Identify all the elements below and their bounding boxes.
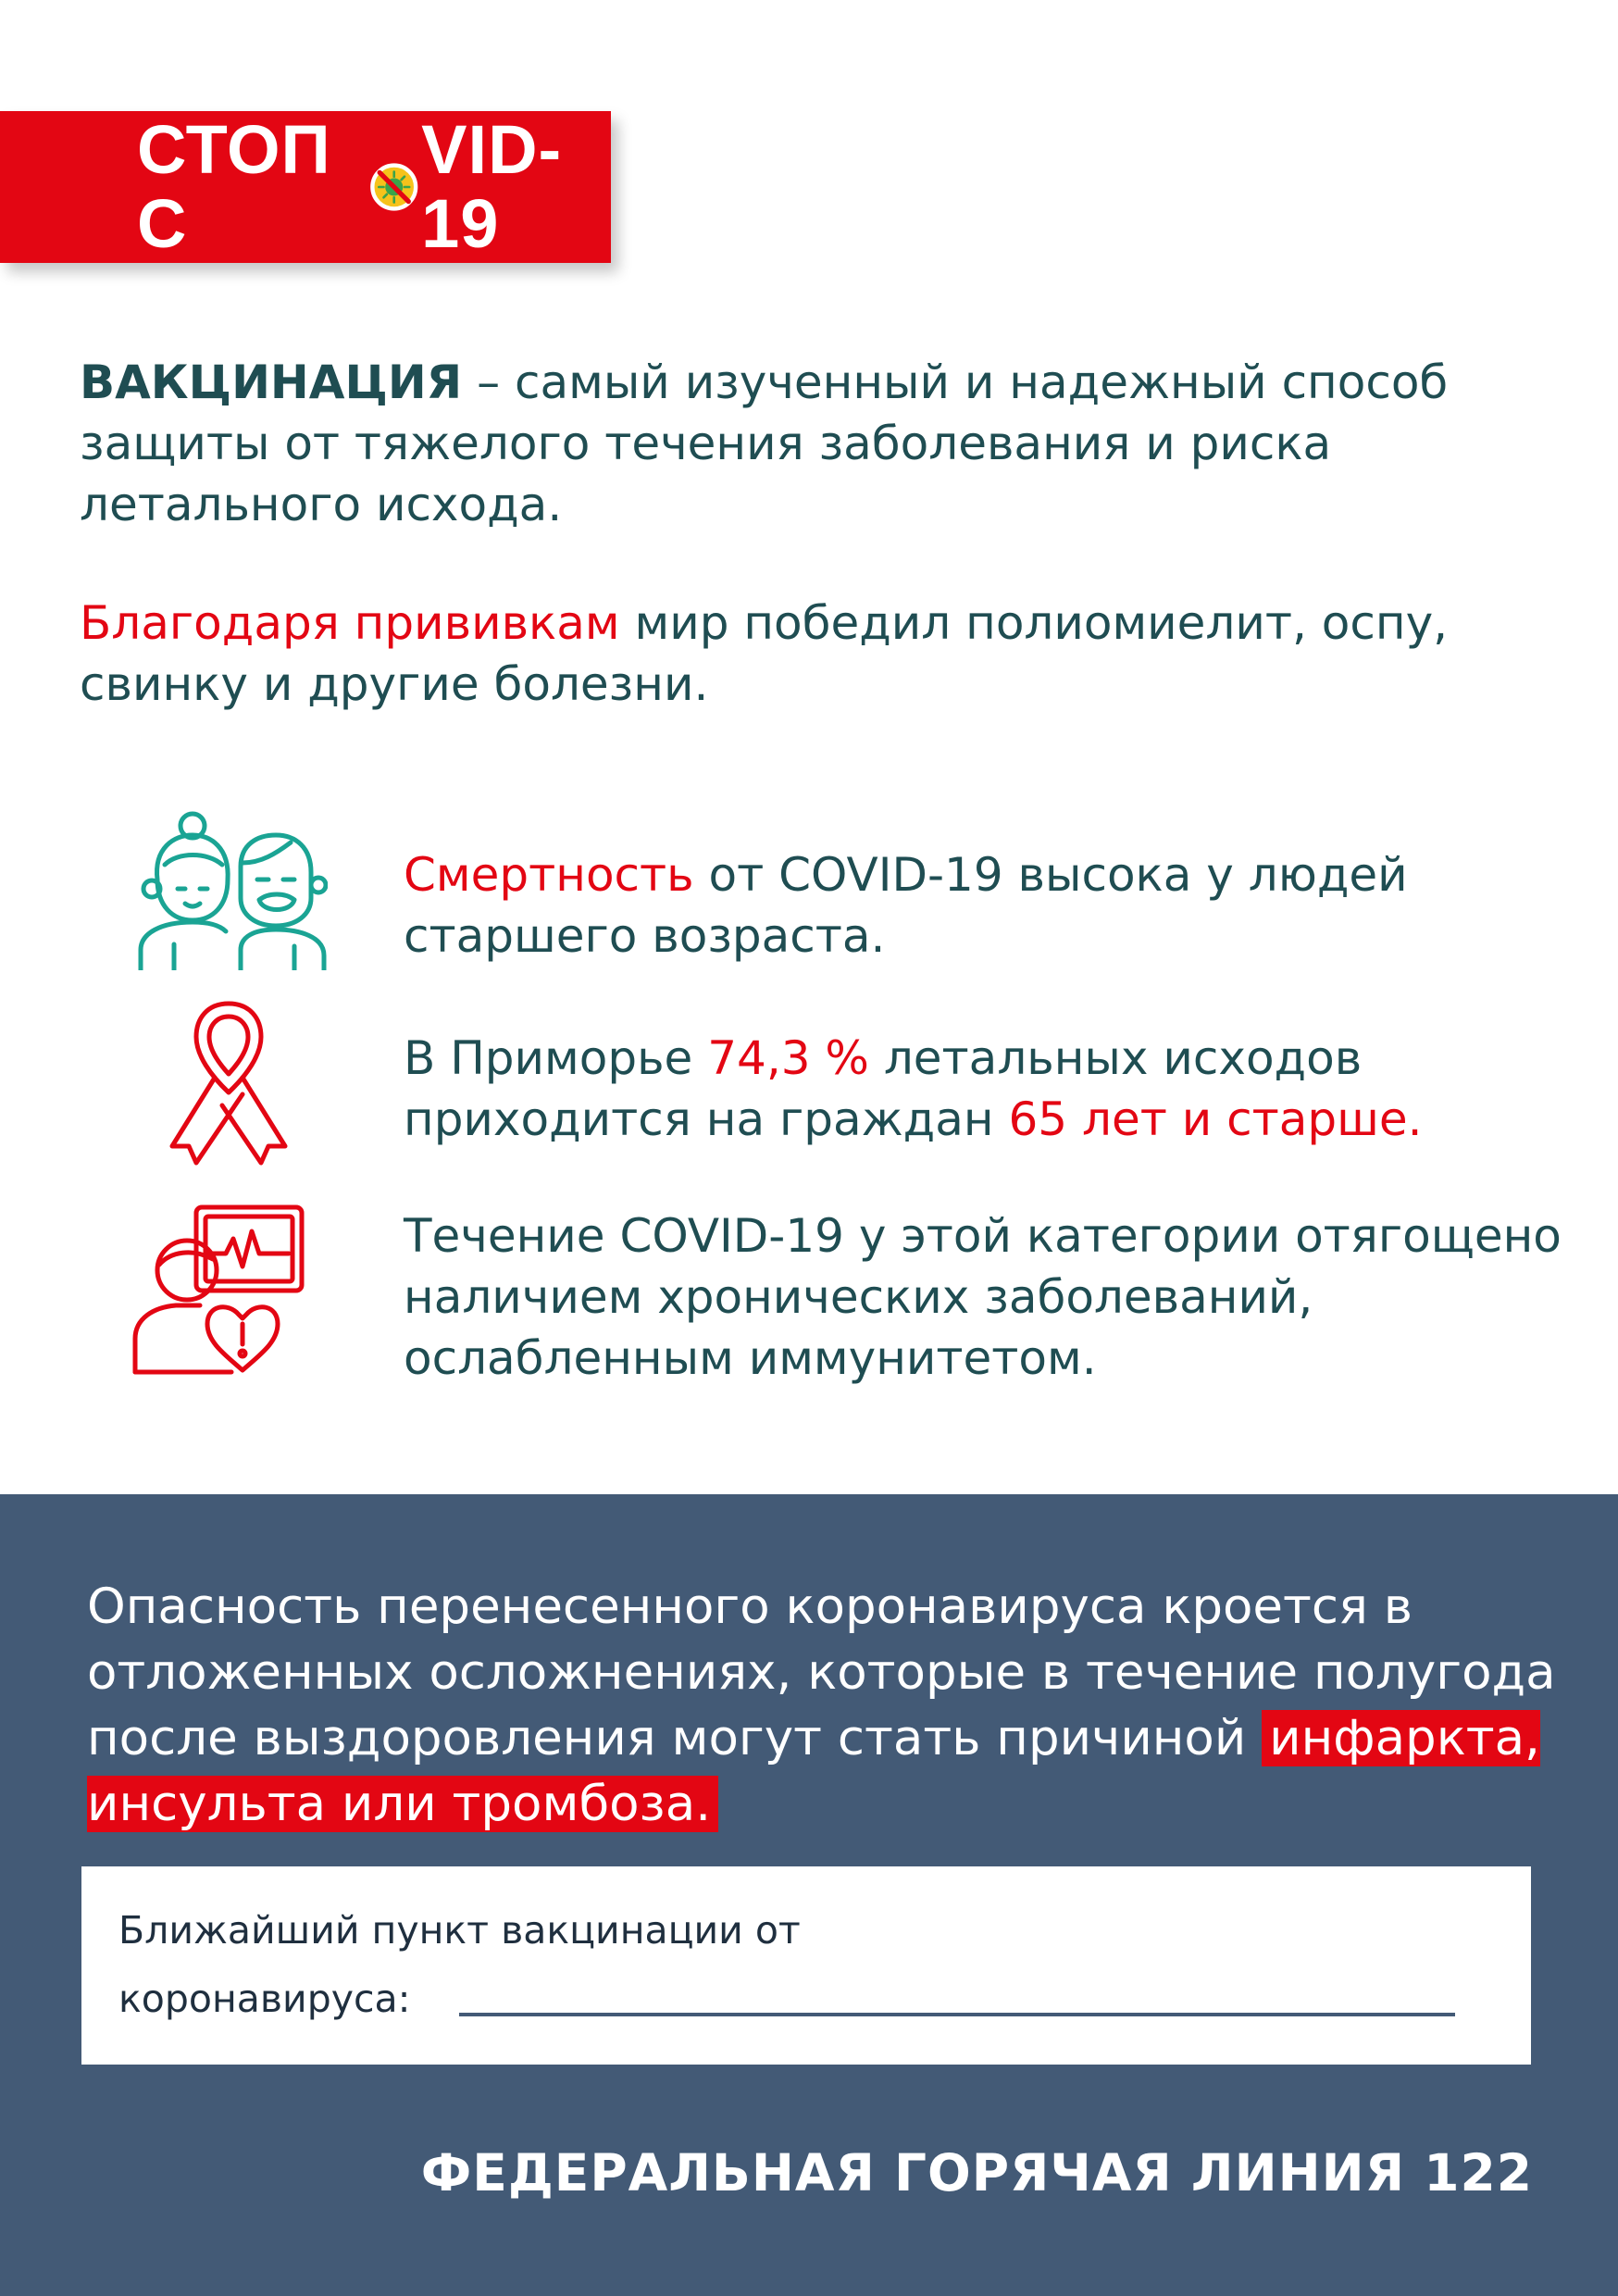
vaccination-point-fill-line[interactable] (459, 2013, 1455, 2016)
federal-hotline: ФЕДЕРАЛЬНАЯ ГОРЯЧАЯ ЛИНИЯ 122 (420, 2143, 1533, 2202)
patient-heart-monitor-icon (130, 1204, 305, 1376)
nearest-vaccination-box (81, 1866, 1531, 2065)
fact-chronic-diseases (404, 1205, 1588, 1389)
fact-stats-text-b: летальных исходов приходится на граждан (404, 1031, 1363, 1146)
fact-mortality (404, 844, 1588, 967)
fact-chronic-text: Течение COVID-19 у этой категории отягощено наличием хронических заболеваний, ослабленным иммунитетом. (404, 1209, 1562, 1385)
vaccines-history (80, 593, 1561, 715)
vaccination-heading: ВАКЦИНАЦИЯ (80, 356, 463, 409)
fact-stats-age: 65 лет и старше. (1008, 1092, 1423, 1146)
awareness-ribbon-icon (167, 996, 291, 1168)
vaccination-intro (80, 352, 1561, 535)
nearest-vaccination-label-2: коронавируса: (118, 1977, 411, 2021)
fact-primorye-stats (404, 1028, 1588, 1150)
vaccination-description: – самый изученный и надежный способ защиты от тяжелого течения заболевания и риска летального исхода. (80, 356, 1449, 531)
fact-stats-text-a: В Приморье (404, 1031, 708, 1085)
nearest-vaccination-label-1: Ближайший пункт вакцинации от (118, 1908, 801, 1953)
stop-covid-logo (137, 111, 611, 262)
logo-text-after: VID-19 (421, 111, 563, 262)
fact-stats-percent: 74,3 % (707, 1031, 869, 1085)
virus-prohibited-icon (368, 157, 419, 217)
fact-mortality-text: от COVID-19 высока у людей старшего возраста. (404, 848, 1408, 963)
elderly-couple-icon (137, 811, 328, 970)
bottom-panel (0, 1494, 1618, 2296)
complications-text: Опасность перенесенного коронавируса кроется в отложенных осложнениях, которые в течение полугода после выздоровления могут стать причиной (87, 1578, 1556, 1766)
complications-highlight: инфаркта, инсульта или тромбоза. (87, 1710, 1540, 1832)
complications-warning (87, 1574, 1568, 1837)
vaccines-history-text: мир победил полиомиелит, оспу, свинку и другие болезни. (80, 596, 1449, 711)
logo-text-before: СТОП C (137, 111, 331, 262)
stop-covid-banner (0, 111, 611, 263)
vaccines-history-highlight: Благодаря прививкам (80, 596, 620, 650)
fact-mortality-highlight: Смертность (404, 848, 694, 902)
